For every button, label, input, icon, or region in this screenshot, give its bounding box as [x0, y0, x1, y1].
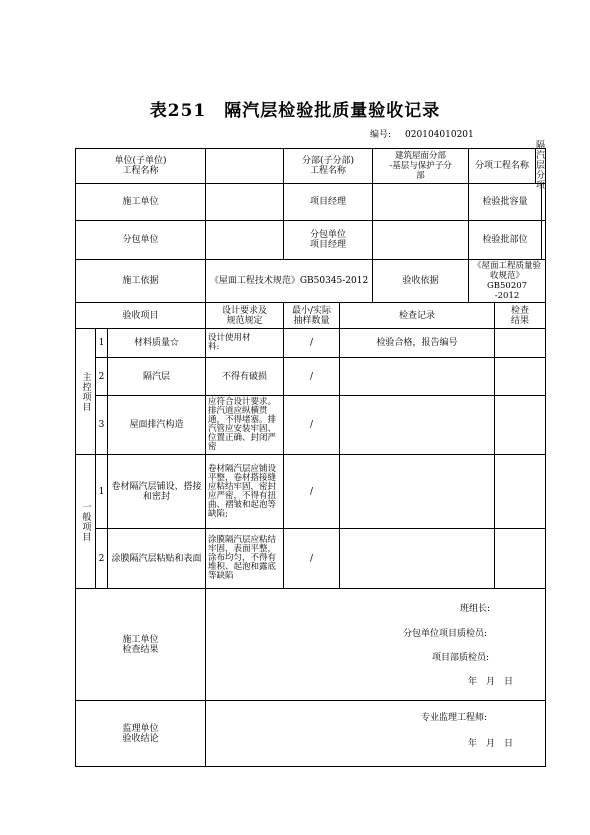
page-title: 表251 隔汽层检验批质量验收记录	[149, 101, 441, 121]
row-sample[interactable]: /	[284, 358, 340, 396]
inspection-table	[75, 141, 546, 767]
acceptance-value: 《屋面工程质量验收规范》GB50207 -2012	[469, 260, 546, 303]
col-sample-header: 最小/实际 抽样数量	[284, 303, 340, 329]
row-item-name: 屋面排汽构造	[108, 396, 206, 455]
col-design-header: 设计要求及 规范规定	[206, 303, 284, 329]
acceptance-label: 验收依据	[373, 260, 469, 303]
row-design: 卷材隔汽层应铺设平整，卷材搭接缝应粘结牢固，密封应严密，不得有扭曲、褶皱和起泡等缺陷;	[206, 455, 284, 529]
row-item-name: 隔汽层	[108, 358, 206, 396]
construction-check-signatures[interactable]	[206, 589, 546, 701]
row-sample[interactable]: /	[284, 329, 340, 358]
supervision-row	[76, 701, 546, 767]
subpart-name-value: 建筑屋面分部 -基层与保护子分 部	[373, 149, 469, 184]
record-number-value: 020104010201	[405, 130, 474, 140]
row-record[interactable]	[340, 358, 495, 396]
row-no: 2	[96, 358, 108, 396]
row-sample[interactable]: /	[284, 455, 340, 529]
col-result-header: 检查 结果	[495, 303, 546, 329]
table-row	[76, 329, 546, 358]
table-row	[76, 396, 546, 455]
row-no: 1	[96, 455, 108, 529]
subpart-name-label: 分部(子分部) 工程名称	[284, 149, 373, 184]
item-name-cell	[469, 141, 546, 191]
row-record[interactable]: 检验合格，报告编号	[340, 329, 495, 358]
team-leader-label: 班组长:	[460, 604, 491, 614]
sub-inspector-label: 分包单位项目质检员:	[403, 629, 488, 639]
row-result[interactable]	[495, 358, 546, 396]
row-record[interactable]	[340, 396, 495, 455]
col-item-header: 验收项目	[76, 303, 206, 329]
table-row	[76, 358, 546, 396]
capacity-cell	[469, 184, 546, 221]
row-item-name: 涂膜隔汽层粘贴和表面	[108, 529, 206, 589]
table-row	[76, 455, 546, 529]
capacity-label: 检验批容量	[469, 184, 542, 220]
unit-name-value[interactable]	[206, 149, 284, 184]
record-number	[370, 127, 474, 140]
item-name-label-text: 分项工程名称	[469, 149, 536, 183]
contractor-label: 施工单位	[76, 184, 206, 221]
row-design: 不得有破损	[206, 358, 284, 396]
record-number-label: 编号:	[370, 130, 392, 140]
supervision-engineer-label: 专业监理工程师:	[421, 713, 488, 723]
sub-pm-value[interactable]	[373, 221, 469, 260]
row-design: 设计使用材 料:	[206, 329, 284, 358]
col-record-header: 检查记录	[340, 303, 495, 329]
row-item-name: 材料质量☆	[108, 329, 206, 358]
location-label: 检验批部位	[469, 221, 542, 259]
row-no: 2	[96, 529, 108, 589]
table-row	[76, 529, 546, 589]
pm-value[interactable]	[373, 184, 469, 221]
sub-pm-label: 分包单位 项目经理	[284, 221, 373, 260]
basis-label: 施工依据	[76, 260, 206, 303]
pm-label: 项目经理	[284, 184, 373, 221]
subcontractor-label: 分包单位	[76, 221, 206, 260]
row-result[interactable]	[495, 396, 546, 455]
general-group-label: 一般项目	[76, 455, 96, 589]
row-design: 涂膜隔汽层应粘结牢固，表面平整，涂布均匀，不得有堆积、起泡和露底等缺陷	[206, 529, 284, 589]
row-no: 3	[96, 396, 108, 455]
supervision-label: 监理单位 验收结论	[76, 701, 206, 767]
unit-name-label: 单位(子单位) 工程名称	[76, 149, 206, 184]
contractor-value[interactable]	[206, 184, 284, 221]
row-result[interactable]	[495, 529, 546, 589]
row-result[interactable]	[495, 329, 546, 358]
row-result[interactable]	[495, 455, 546, 529]
dept-inspector-label: 项目部质检员:	[432, 653, 490, 663]
construction-check-row	[76, 589, 546, 701]
row-record[interactable]	[340, 529, 495, 589]
item-name-value: 隔汽层分项	[536, 141, 546, 191]
subcontractor-value[interactable]	[206, 221, 284, 260]
construction-date-label: 年 月 日	[468, 677, 514, 687]
row-record[interactable]	[340, 455, 495, 529]
row-sample[interactable]: /	[284, 529, 340, 589]
row-item-name: 卷材隔汽层铺设、搭接和密封	[108, 455, 206, 529]
basis-value: 《屋面工程技术规范》GB50345-2012	[206, 260, 373, 303]
row-sample[interactable]: /	[284, 396, 340, 455]
main-group-label: 主控项目	[76, 329, 96, 455]
location-cell	[469, 221, 546, 260]
row-no: 1	[96, 329, 108, 358]
supervision-signatures[interactable]	[206, 701, 546, 767]
row-design: 应符合设计要求。排汽道应纵横贯通，不得堵塞。排汽管应安装牢固、位置正确、封闭严密	[206, 396, 284, 455]
supervision-date-label: 年 月 日	[468, 739, 514, 749]
construction-check-label: 施工单位 检查结果	[76, 589, 206, 701]
